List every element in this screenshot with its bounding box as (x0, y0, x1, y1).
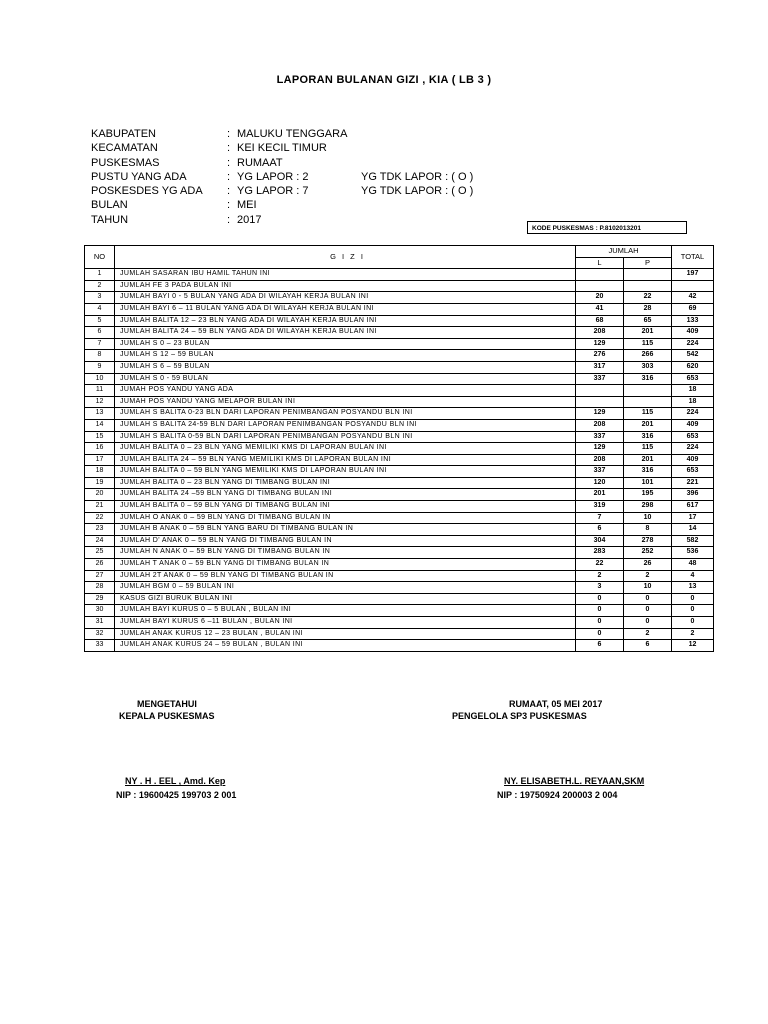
cell-l: 129 (576, 338, 624, 350)
table-header-row (85, 246, 714, 258)
cell-no: 14 (85, 419, 115, 431)
table-row (85, 605, 714, 617)
info-label: POSKESDES YG ADA (91, 185, 203, 198)
cell-p: 252 (624, 547, 672, 559)
cell-total: 12 (672, 640, 714, 652)
cell-l: 337 (576, 431, 624, 443)
info-value: YG LAPOR : 7 (237, 185, 309, 198)
table-row (85, 477, 714, 489)
cell-p: 316 (624, 373, 672, 385)
cell-l: 317 (576, 361, 624, 373)
table-row (85, 350, 714, 362)
cell-p: 2 (624, 628, 672, 640)
cell-total: 13 (672, 582, 714, 594)
sig-right-name: NY. ELISABETH.L. REYAAN,SKM (504, 776, 645, 786)
cell-gizi: JUMLAH BAYI KURUS 6 –11 BULAN , BULAN INI (115, 617, 576, 629)
cell-no: 6 (85, 327, 115, 339)
cell-total: 14 (672, 524, 714, 536)
cell-no: 2 (85, 280, 115, 292)
cell-p: 26 (624, 559, 672, 571)
info-value: 2017 (237, 213, 262, 226)
cell-p: 115 (624, 408, 672, 420)
cell-gizi: JUMLAH S BALITA 0-59 BLN DARI LAPORAN PENIMBANGAN POSYANDU BLN INI (115, 431, 576, 443)
cell-total: 0 (672, 617, 714, 629)
cell-p: 201 (624, 327, 672, 339)
cell-no: 27 (85, 570, 115, 582)
cell-no: 13 (85, 408, 115, 420)
cell-p (624, 280, 672, 292)
cell-total: 0 (672, 605, 714, 617)
cell-l: 208 (576, 327, 624, 339)
cell-total: 48 (672, 559, 714, 571)
table-row (85, 454, 714, 466)
cell-total: 224 (672, 408, 714, 420)
cell-no: 31 (85, 617, 115, 629)
cell-gizi: JUMLAH S 0 - 59 BULAN (115, 373, 576, 385)
info-colon: : (227, 156, 231, 169)
cell-p: 316 (624, 431, 672, 443)
cell-p: 101 (624, 477, 672, 489)
sig-left-line1: MENGETAHUI (137, 699, 197, 709)
info-label: PUSTU YANG ADA (91, 170, 187, 183)
cell-gizi: JUMLAH BALITA 0 – 59 BLN YANG DI TIMBANG BULAN INI (115, 501, 576, 513)
cell-gizi: JUMLAH BALITA 12 – 23 BLN YANG ADA DI WILAYAH KERJA BULAN INI (115, 315, 576, 327)
cell-gizi: JUMAH POS YANDU YANG MELAPOR BULAN INI (115, 396, 576, 408)
cell-total (672, 280, 714, 292)
cell-l: 283 (576, 547, 624, 559)
cell-no: 26 (85, 559, 115, 571)
table-row (85, 547, 714, 559)
sig-left-name: NY . H . EEL , Amd. Kep (125, 776, 226, 786)
table-row (85, 443, 714, 455)
cell-l: 2 (576, 570, 624, 582)
cell-no: 29 (85, 593, 115, 605)
cell-total: 653 (672, 373, 714, 385)
cell-gizi: JUMLAH SASARAN IBU HAMIL TAHUN INI (115, 269, 576, 281)
header-gizi: G I Z I (115, 246, 576, 269)
cell-no: 12 (85, 396, 115, 408)
info-value: KEI KECIL TIMUR (237, 142, 327, 155)
info-value: MEI (237, 199, 257, 212)
cell-l (576, 269, 624, 281)
cell-no: 18 (85, 466, 115, 478)
cell-p: 2 (624, 570, 672, 582)
info-value: RUMAAT (237, 156, 283, 169)
cell-no: 10 (85, 373, 115, 385)
cell-total: 17 (672, 512, 714, 524)
cell-gizi: JUMLAH N ANAK 0 – 59 BLN YANG DI TIMBANG BULAN IN (115, 547, 576, 559)
cell-l: 304 (576, 535, 624, 547)
cell-total: 224 (672, 443, 714, 455)
table-row (85, 373, 714, 385)
cell-l (576, 385, 624, 397)
cell-gizi: JUMLAH BAYI 0 - 5 BULAN YANG ADA DI WILAYAH KERJA BULAN INI (115, 292, 576, 304)
cell-p: 6 (624, 640, 672, 652)
table-row (85, 559, 714, 571)
cell-total: 69 (672, 303, 714, 315)
cell-p: 0 (624, 605, 672, 617)
cell-l: 7 (576, 512, 624, 524)
cell-total: 18 (672, 385, 714, 397)
cell-l: 20 (576, 292, 624, 304)
cell-total: 617 (672, 501, 714, 513)
cell-total: 536 (672, 547, 714, 559)
cell-l: 120 (576, 477, 624, 489)
cell-gizi: JUMLAH BALITA 0 – 23 BLN YANG MEMILIKI KMS DI LAPORAN BULAN INI (115, 443, 576, 455)
cell-p: 0 (624, 617, 672, 629)
info-extra: YG TDK LAPOR : ( O ) (361, 185, 474, 198)
cell-p: 115 (624, 338, 672, 350)
header-no: NO (85, 246, 115, 269)
info-colon: : (227, 199, 231, 212)
table-row (85, 489, 714, 501)
table-row (85, 524, 714, 536)
cell-p: 65 (624, 315, 672, 327)
cell-total: 542 (672, 350, 714, 362)
table-row (85, 292, 714, 304)
info-colon: : (227, 185, 231, 198)
table-row (85, 582, 714, 594)
cell-no: 20 (85, 489, 115, 501)
cell-no: 17 (85, 454, 115, 466)
cell-total: 4 (672, 570, 714, 582)
cell-l: 68 (576, 315, 624, 327)
sig-left-line2: KEPALA PUSKESMAS (119, 711, 215, 721)
cell-gizi: JUMLAH 2T ANAK 0 – 59 BLN YANG DI TIMBANG BULAN IN (115, 570, 576, 582)
cell-gizi: JUMLAH S 6 – 59 BULAN (115, 361, 576, 373)
sig-right-nip: NIP : 19750924 200003 2 004 (497, 790, 618, 800)
cell-p: 10 (624, 582, 672, 594)
cell-gizi: JUMLAH S 12 – 59 BULAN (115, 350, 576, 362)
cell-l: 6 (576, 640, 624, 652)
table-row (85, 303, 714, 315)
cell-l: 208 (576, 454, 624, 466)
table-row (85, 419, 714, 431)
cell-p: 298 (624, 501, 672, 513)
cell-gizi: JUMLAH BALITA 24 –59 BLN YANG DI TIMBANG BULAN INI (115, 489, 576, 501)
cell-total: 133 (672, 315, 714, 327)
cell-no: 5 (85, 315, 115, 327)
table-row (85, 385, 714, 397)
cell-p: 303 (624, 361, 672, 373)
cell-gizi: JUMLAH BALITA 24 – 59 BLN YANG ADA DI WILAYAH KERJA BULAN INI (115, 327, 576, 339)
cell-no: 15 (85, 431, 115, 443)
cell-l: 337 (576, 466, 624, 478)
table-row (85, 466, 714, 478)
cell-l: 337 (576, 373, 624, 385)
cell-no: 28 (85, 582, 115, 594)
table-row (85, 315, 714, 327)
cell-no: 8 (85, 350, 115, 362)
cell-total: 620 (672, 361, 714, 373)
kode-puskesmas-box: KODE PUSKESMAS : P.8102013201 (527, 221, 687, 234)
info-value: MALUKU TENGGARA (237, 128, 348, 140)
cell-l: 6 (576, 524, 624, 536)
cell-no: 21 (85, 501, 115, 513)
cell-total: 409 (672, 419, 714, 431)
cell-l (576, 280, 624, 292)
table-row (85, 617, 714, 629)
sig-left-nip: NIP : 19600425 199703 2 001 (116, 790, 237, 800)
table-row (85, 408, 714, 420)
cell-l: 0 (576, 605, 624, 617)
cell-p: 28 (624, 303, 672, 315)
cell-l: 0 (576, 617, 624, 629)
table-row (85, 361, 714, 373)
table-row (85, 628, 714, 640)
cell-l: 276 (576, 350, 624, 362)
cell-total: 653 (672, 431, 714, 443)
cell-total: 0 (672, 593, 714, 605)
cell-l: 22 (576, 559, 624, 571)
header-total: TOTAL (672, 246, 714, 269)
cell-gizi: JUMLAH BAYI 6 – 11 BULAN YANG ADA DI WILAYAH KERJA BULAN INI (115, 303, 576, 315)
cell-p: 201 (624, 419, 672, 431)
cell-no: 25 (85, 547, 115, 559)
cell-l: 129 (576, 443, 624, 455)
cell-no: 33 (85, 640, 115, 652)
table-row (85, 501, 714, 513)
cell-no: 23 (85, 524, 115, 536)
cell-gizi: JUMLAH S BALITA 0-23 BLN DARI LAPORAN PENIMBANGAN POSYANDU BLN INI (115, 408, 576, 420)
info-extra: YG TDK LAPOR : ( O ) (361, 170, 474, 183)
cell-no: 24 (85, 535, 115, 547)
table-row (85, 512, 714, 524)
report-title: LAPORAN BULANAN GIZI , KIA ( LB 3 ) (276, 74, 492, 86)
cell-no: 22 (85, 512, 115, 524)
cell-gizi: JUMLAH ANAK KURUS 12 – 23 BULAN , BULAN INI (115, 628, 576, 640)
cell-total: 224 (672, 338, 714, 350)
cell-gizi: JUMLAH FE 3 PADA BULAN INI (115, 280, 576, 292)
cell-p: 10 (624, 512, 672, 524)
sig-right-line2: PENGELOLA SP3 PUSKESMAS (452, 711, 587, 721)
cell-p: 195 (624, 489, 672, 501)
cell-total: 42 (672, 292, 714, 304)
cell-p (624, 385, 672, 397)
cell-total: 396 (672, 489, 714, 501)
cell-p: 278 (624, 535, 672, 547)
cell-gizi: JUMLAH D' ANAK 0 – 59 BLN YANG DI TIMBANG BULAN IN (115, 535, 576, 547)
table-row (85, 535, 714, 547)
cell-gizi: JUMLAH BALITA 0 – 23 BLN YANG DI TIMBANG BULAN INI (115, 477, 576, 489)
info-label: KABUPATEN (91, 128, 156, 140)
cell-gizi: JUMLAH B ANAK 0 – 59 BLN YANG BARU DI TIMBANG BULAN IN (115, 524, 576, 536)
header-jumlah: JUMLAH (576, 246, 672, 258)
cell-no: 16 (85, 443, 115, 455)
cell-no: 11 (85, 385, 115, 397)
cell-l: 41 (576, 303, 624, 315)
gizi-table (84, 245, 714, 652)
cell-no: 30 (85, 605, 115, 617)
cell-l: 319 (576, 501, 624, 513)
cell-p: 115 (624, 443, 672, 455)
table-row (85, 338, 714, 350)
cell-l: 3 (576, 582, 624, 594)
table-row (85, 640, 714, 652)
cell-no: 4 (85, 303, 115, 315)
cell-l (576, 396, 624, 408)
cell-p: 22 (624, 292, 672, 304)
cell-total: 653 (672, 466, 714, 478)
header-p: P (624, 257, 672, 269)
cell-p: 0 (624, 593, 672, 605)
cell-gizi: JUMLAH O ANAK 0 – 59 BLN YANG DI TIMBANG BULAN IN (115, 512, 576, 524)
cell-total: 582 (672, 535, 714, 547)
cell-l: 129 (576, 408, 624, 420)
cell-gizi: JUMLAH S BALITA 24-59 BLN DARI LAPORAN PENIMBANGAN POSYANDU BLN INI (115, 419, 576, 431)
cell-l: 0 (576, 628, 624, 640)
cell-no: 1 (85, 269, 115, 281)
cell-total: 409 (672, 454, 714, 466)
info-label: BULAN (91, 199, 128, 212)
cell-no: 7 (85, 338, 115, 350)
table-row (85, 570, 714, 582)
cell-p: 8 (624, 524, 672, 536)
cell-total: 197 (672, 269, 714, 281)
cell-p (624, 396, 672, 408)
cell-gizi: JUMAH POS YANDU YANG ADA (115, 385, 576, 397)
cell-total: 18 (672, 396, 714, 408)
cell-l: 208 (576, 419, 624, 431)
cell-gizi: JUMLAH BGM 0 – 59 BULAN INI (115, 582, 576, 594)
cell-gizi: JUMLAH BAYI KURUS 0 – 5 BULAN , BULAN INI (115, 605, 576, 617)
info-colon: : (227, 128, 231, 140)
info-value: YG LAPOR : 2 (237, 170, 309, 183)
cell-p (624, 269, 672, 281)
info-label: KECAMATAN (91, 142, 158, 155)
table-row (85, 431, 714, 443)
cell-l: 201 (576, 489, 624, 501)
info-colon: : (227, 142, 231, 155)
cell-no: 9 (85, 361, 115, 373)
table-row (85, 327, 714, 339)
cell-gizi: JUMLAH ANAK KURUS 24 – 59 BULAN , BULAN INI (115, 640, 576, 652)
cell-gizi: JUMLAH BALITA 0 – 59 BLN YANG MEMILIKI KMS DI LAPORAN BULAN INI (115, 466, 576, 478)
table-row (85, 269, 714, 281)
header-l: L (576, 257, 624, 269)
cell-gizi: JUMLAH T ANAK 0 – 59 BLN YANG DI TIMBANG BULAN IN (115, 559, 576, 571)
cell-gizi: JUMLAH BALITA 24 – 59 BLN YANG MEMILIKI KMS DI LAPORAN BULAN INI (115, 454, 576, 466)
table-row (85, 396, 714, 408)
cell-no: 32 (85, 628, 115, 640)
info-colon: : (227, 170, 231, 183)
cell-l: 0 (576, 593, 624, 605)
cell-total: 2 (672, 628, 714, 640)
cell-no: 3 (85, 292, 115, 304)
table-row (85, 280, 714, 292)
info-colon: : (227, 213, 231, 226)
info-label: PUSKESMAS (91, 156, 160, 169)
table-body (85, 269, 714, 652)
cell-p: 201 (624, 454, 672, 466)
cell-gizi: JUMLAH S 0 – 23 BULAN (115, 338, 576, 350)
cell-gizi: KASUS GIZI BURUK BULAN INI (115, 593, 576, 605)
cell-total: 409 (672, 327, 714, 339)
cell-total: 221 (672, 477, 714, 489)
cell-p: 316 (624, 466, 672, 478)
table-row (85, 593, 714, 605)
sig-right-line1: RUMAAT, 05 MEI 2017 (509, 699, 603, 709)
cell-no: 19 (85, 477, 115, 489)
cell-p: 266 (624, 350, 672, 362)
info-label: TAHUN (91, 213, 129, 226)
